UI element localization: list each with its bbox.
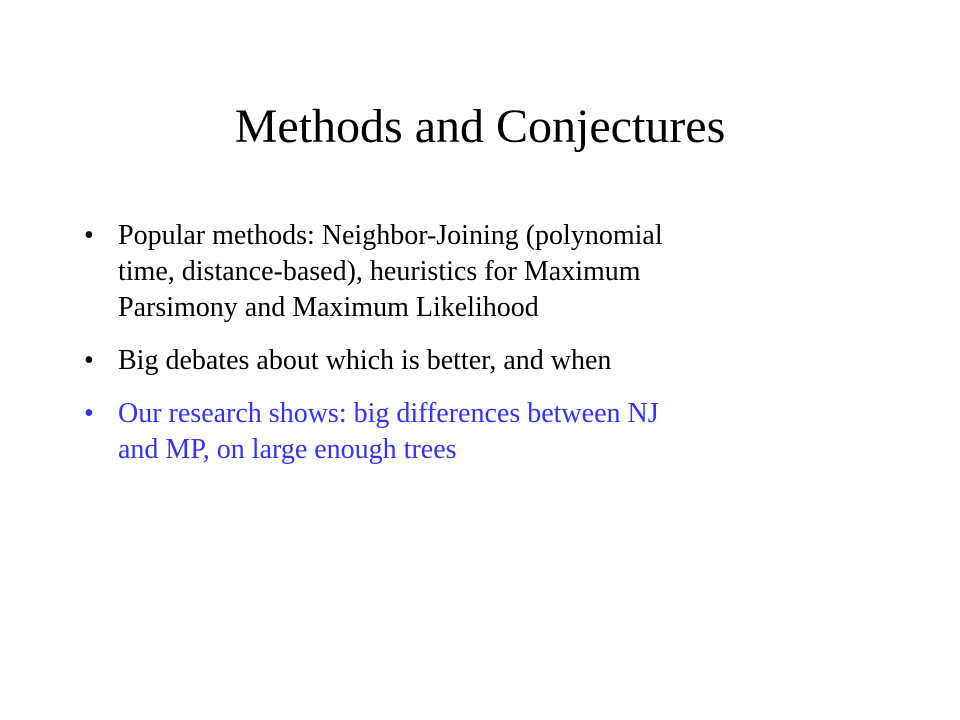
bullet-line: and MP, on large enough trees	[118, 434, 457, 465]
slide-title: Methods and Conjectures	[234, 100, 726, 153]
bullet-icon: •	[84, 220, 94, 251]
bullet-line: Big debates about which is better, and when	[118, 345, 612, 376]
bullet-line: Our research shows: big differences between NJ	[118, 398, 659, 429]
bullet-line: Popular methods: Neighbor-Joining (polynomial	[118, 220, 663, 251]
bullet-list	[84, 218, 874, 485]
bullet-item-highlighted	[84, 396, 874, 468]
bullet-icon: •	[84, 398, 94, 429]
bullet-item	[84, 343, 874, 379]
bullet-icon: •	[84, 345, 94, 376]
bullet-item	[84, 218, 874, 326]
bullet-line: Parsimony and Maximum Likelihood	[118, 292, 539, 323]
bullet-line: time, distance-based), heuristics for Maximum	[118, 256, 641, 287]
